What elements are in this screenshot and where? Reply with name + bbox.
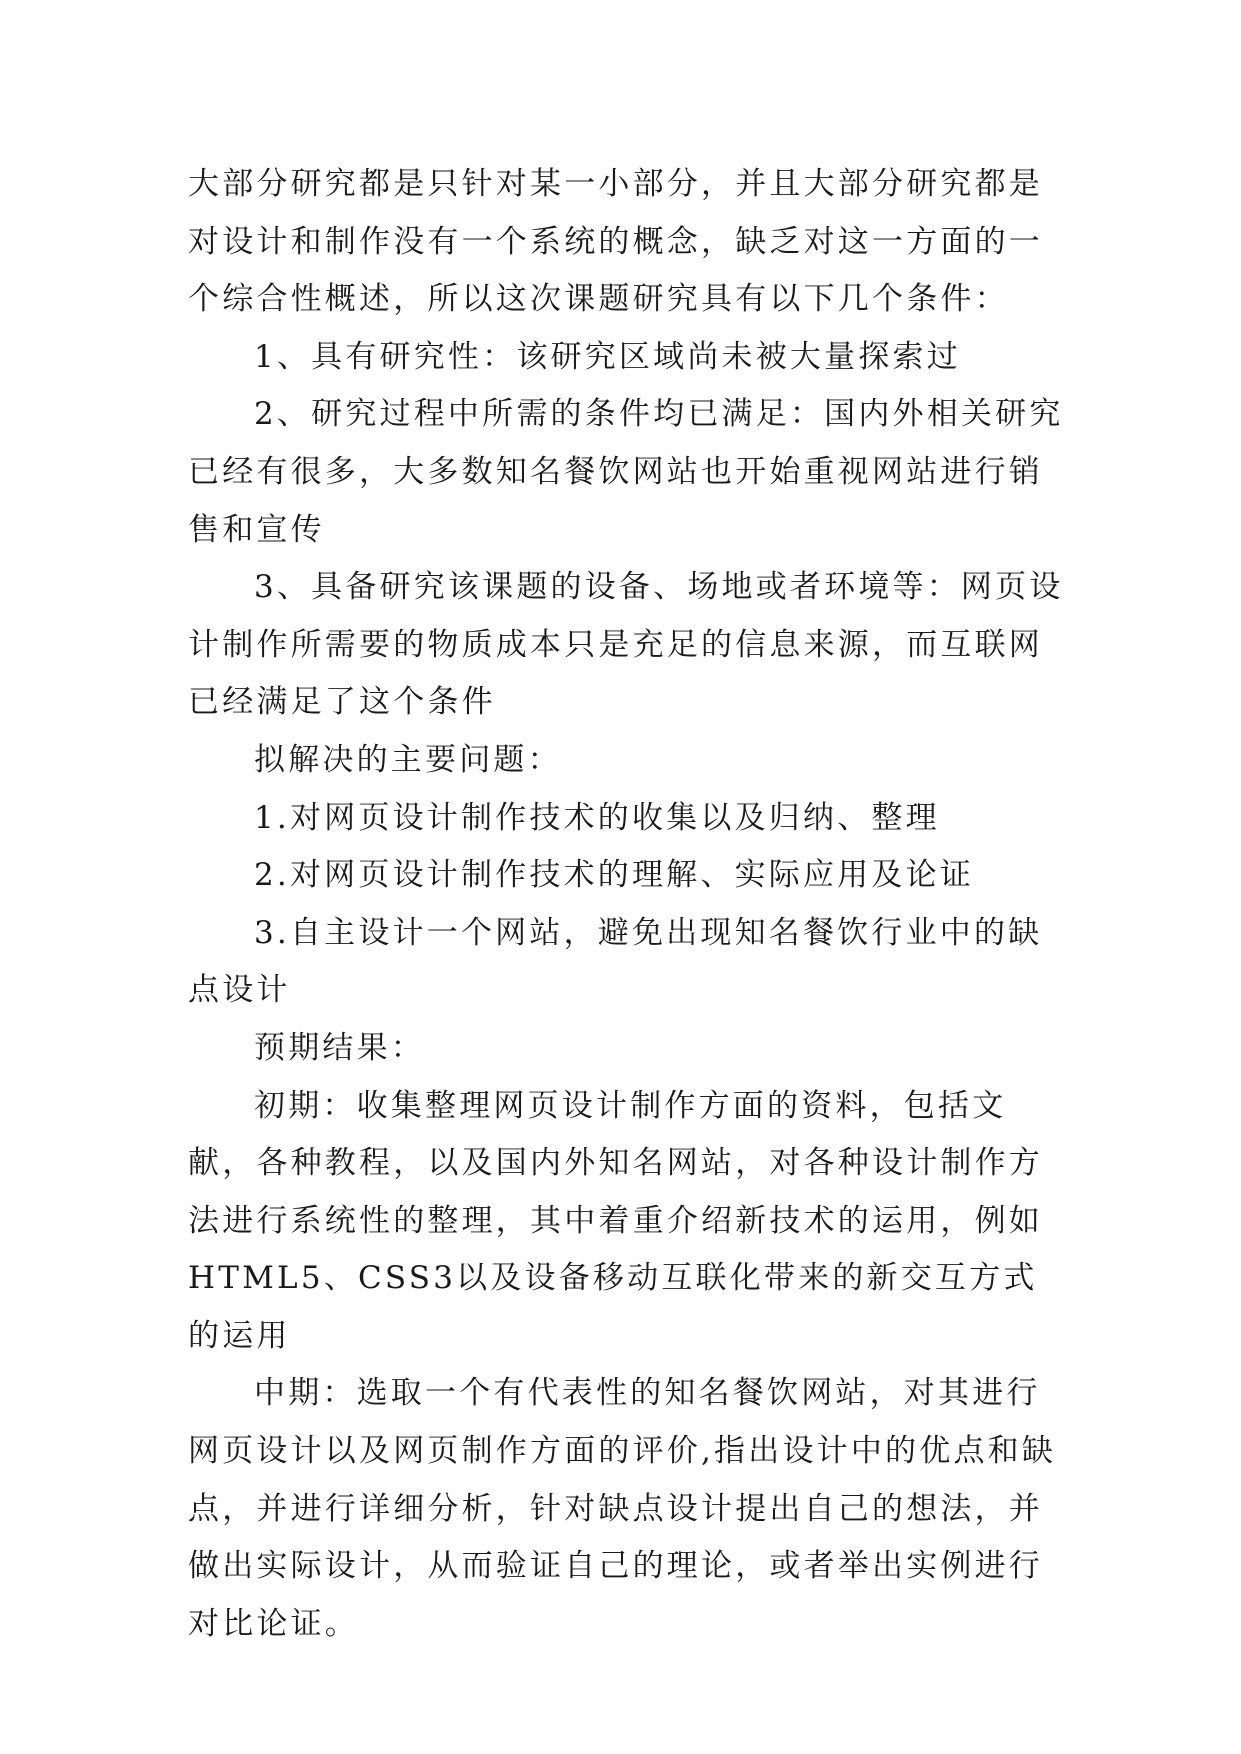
paragraph-condition-3: 3、具备研究该课题的设备、场地或者环境等：网页设计制作所需要的物质成本只是充足的信息来源，而互联网已经满足了这个条件 [188,569,1064,721]
paragraph-condition-1: 1、具有研究性：该研究区域尚未被大量探索过 [254,338,961,375]
paragraph-problem-3: 3.自主设计一个网站，避免出现知名餐饮行业中的缺点设计 [188,914,1043,1009]
heading-main-problems: 拟解决的主要问题： [254,741,562,778]
heading-expected-results: 预期结果： [254,1029,425,1066]
paragraph-mid-stage: 中期：选取一个有代表性的知名餐饮网站，对其进行网页设计以及网页制作方面的评价,指出设计中的优点和缺点，并进行详细分析，针对缺点设计提出自己的想法，并做出实际设计，从而验证自己的理论，或者举出实例进行对比论证。 [188,1375,1057,1642]
document-body [188,156,1068,1653]
paragraph-condition-2: 2、研究过程中所需的条件均已满足：国内外相关研究已经有很多，大多数知名餐饮网站也开始重视网站进行销售和宣传 [188,396,1064,548]
paragraph-intro: 大部分研究都是只针对某一小部分，并且大部分研究都是对设计和制作没有一个系统的概念，缺乏对这一方面的一个综合性概述，所以这次课题研究具有以下几个条件： [188,166,1043,318]
paragraph-early-stage: 初期：收集整理网页设计制作方面的资料，包括文献，各种教程，以及国内外知名网站，对各种设计制作方法进行系统性的整理，其中着重介绍新技术的运用，例如HTML5、CSS3以及设备移动互联化带来的新交互方式的运用 [188,1087,1043,1354]
paragraph-problem-1: 1.对网页设计制作技术的收集以及归纳、整理 [254,799,940,836]
paragraph-problem-2: 2.对网页设计制作技术的理解、实际应用及论证 [254,857,974,894]
